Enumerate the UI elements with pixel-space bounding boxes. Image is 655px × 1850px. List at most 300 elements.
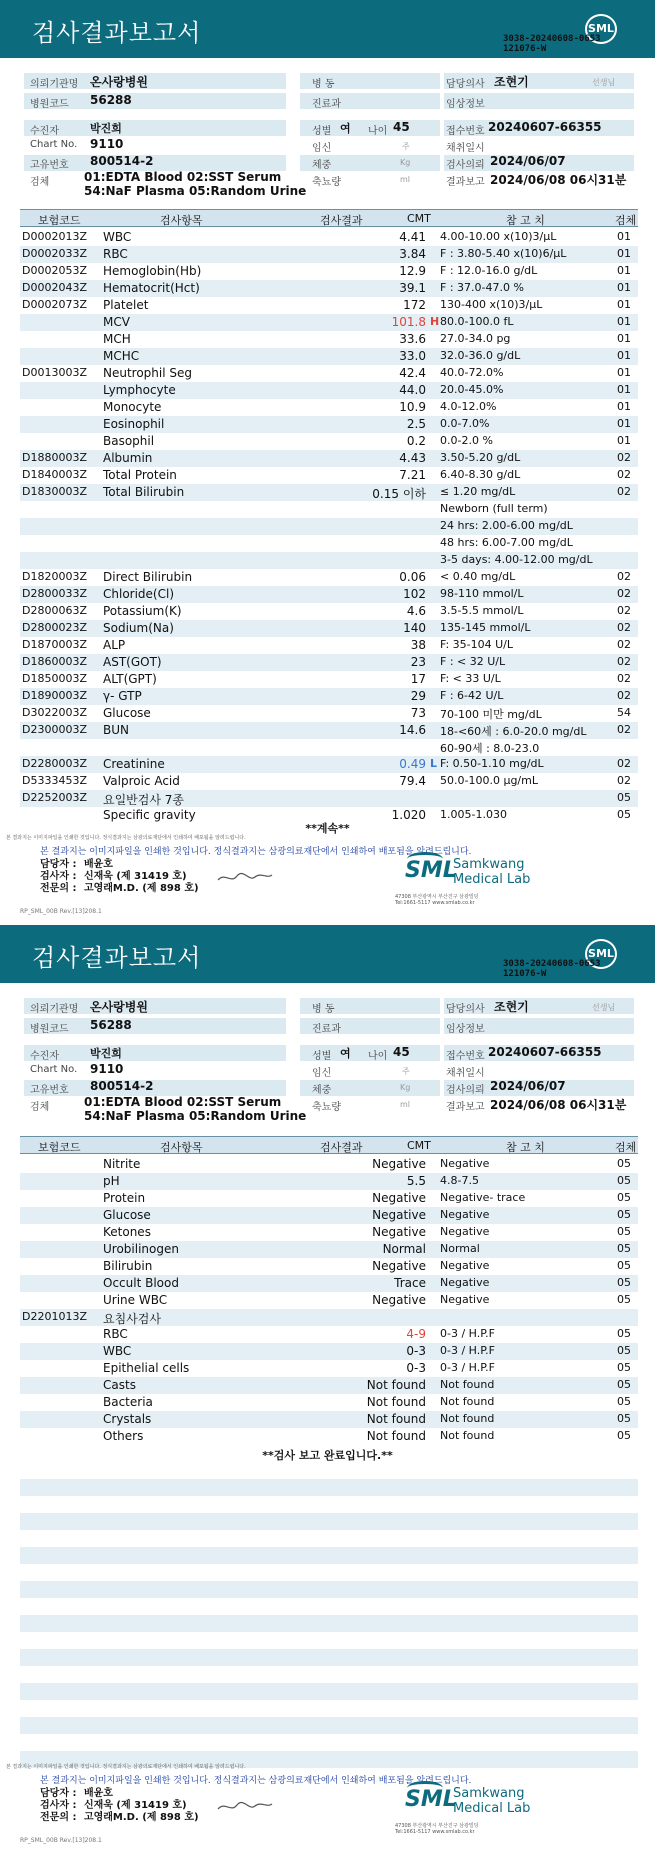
- row-tube: 02: [617, 672, 631, 685]
- table-row: [20, 1258, 638, 1275]
- row-name: RBC: [103, 247, 128, 261]
- row-tube: 01: [617, 349, 631, 362]
- row-tube: 01: [617, 366, 631, 379]
- row-tube: 02: [617, 757, 631, 770]
- tester-line: 검사자 : 신재욱 (제 31419 호): [40, 871, 187, 882]
- row-tube: 02: [617, 638, 631, 651]
- row-tube: 05: [617, 1259, 631, 1272]
- row-result: 5.5: [406, 1174, 426, 1188]
- form-code-2: RP_SML_00B Rev.[13]208.1: [20, 1837, 102, 1844]
- col-tube-header-2: 검체: [615, 1141, 637, 1154]
- row-tube: 05: [617, 1225, 631, 1238]
- row-ref: < 0.40 mg/dL: [440, 570, 516, 583]
- doctor-suffix: 선생님: [592, 78, 616, 87]
- row-ref: 130-400 x(10)3/μL: [440, 298, 543, 311]
- footer-notice-2: 본 결과지는 이미지파일을 인쇄한 것입니다. 정식결과지는 삼광의료재단에서 인쇄하여 배포됨을 알려드립니다.: [40, 1776, 472, 1786]
- staff-line: 담당자 : 배윤호: [40, 859, 113, 870]
- hospital-code-label: 병원코드: [30, 99, 69, 110]
- row-name: Lymphocyte: [103, 383, 176, 397]
- row-result: 0-3: [406, 1361, 426, 1375]
- row-ref: Negative: [440, 1259, 490, 1272]
- table-row: [20, 331, 638, 348]
- table-row: [20, 654, 638, 671]
- row-result: 2.5: [406, 417, 426, 431]
- row-name: 요침사검사: [103, 1312, 161, 1326]
- patient-value-2: 박진희: [90, 1047, 122, 1060]
- row-ref: 20.0-45.0%: [440, 383, 504, 396]
- row-tube: 02: [617, 689, 631, 702]
- row-ref: 40.0-72.0%: [440, 366, 504, 379]
- row-result: 140: [403, 621, 426, 635]
- table-row: [20, 501, 638, 518]
- table-row: [20, 280, 638, 297]
- row-result: Negative: [372, 1293, 426, 1307]
- age-label-2: 나이: [368, 1051, 388, 1062]
- col-ref-header: 참 고 치: [506, 214, 545, 227]
- table-row: [20, 382, 638, 399]
- dept-label: 진료과: [312, 99, 341, 110]
- row-ref: F : 12.0-16.0 g/dL: [440, 264, 538, 277]
- row-code: D2800063Z: [22, 604, 87, 617]
- report-barcode-text-2: 3038-20240608-0653 121076-W: [503, 959, 601, 979]
- row-ref: Not found: [440, 1395, 495, 1408]
- patient-value: 박진희: [90, 122, 122, 135]
- lab-address: 47308 부산광역시 부산진구 삼광빌딩: [395, 894, 479, 900]
- row-result: 1.020: [391, 808, 426, 822]
- row-ref: Not found: [440, 1412, 495, 1425]
- id-label: 고유번호: [30, 160, 69, 171]
- samkwang-logo-2: SML Samkwang Medical Lab: [405, 1781, 605, 1821]
- empty-row: [20, 1479, 638, 1496]
- sml-logo-icon-2: SML: [585, 939, 617, 969]
- row-ref: 24 hrs: 2.00-6.00 mg/dL: [440, 519, 573, 532]
- row-tube: 05: [617, 1361, 631, 1374]
- row-code: D3022003Z: [22, 706, 87, 719]
- row-code: D0002043Z: [22, 281, 87, 294]
- row-ref: 4.8-7.5: [440, 1174, 479, 1187]
- row-name: pH: [103, 1174, 120, 1188]
- doctor-label-2: 담당의사: [446, 1004, 485, 1015]
- empty-row: [20, 1513, 638, 1530]
- row-name: WBC: [103, 1344, 132, 1358]
- request-value-2: 2024/06/07: [490, 1079, 566, 1093]
- table-row: [20, 1292, 638, 1309]
- row-code: D1850003Z: [22, 672, 87, 685]
- row-tube: 54: [617, 706, 631, 719]
- row-name: BUN: [103, 723, 129, 737]
- row-ref: 4.0-12.0%: [440, 400, 497, 413]
- row-name: Platelet: [103, 298, 149, 312]
- row-tube: 01: [617, 298, 631, 311]
- row-tube: 01: [617, 417, 631, 430]
- row-result: 4-9: [406, 1327, 426, 1341]
- clinical-label: 임상정보: [446, 99, 485, 110]
- tester-line-2: 검사자 : 신재욱 (제 31419 호): [40, 1800, 187, 1811]
- row-name: Potassium(K): [103, 604, 182, 618]
- row-ref: 32.0-36.0 g/dL: [440, 349, 521, 362]
- table-row: [20, 1224, 638, 1241]
- row-code: D1840003Z: [22, 468, 87, 481]
- row-ref: ≤ 1.20 mg/dL: [440, 485, 516, 498]
- row-tube: 05: [617, 1293, 631, 1306]
- table-row: [20, 1377, 638, 1394]
- table-row: [20, 433, 638, 450]
- empty-row: [20, 1683, 638, 1700]
- table-row: [20, 314, 638, 331]
- row-result: Not found: [366, 1429, 426, 1443]
- row-name: Glucose: [103, 706, 151, 720]
- table-row: [20, 739, 638, 756]
- row-name: Hemoglobin(Hb): [103, 264, 202, 278]
- institution-label: 의뢰기관명: [30, 79, 79, 90]
- row-result: 14.6: [399, 723, 426, 737]
- lab-phone-2: Tel:1661-5117 www.smlab.co.kr: [395, 1829, 475, 1835]
- row-code: D2800033Z: [22, 587, 87, 600]
- age-value: 45: [393, 120, 410, 134]
- row-tube: 01: [617, 332, 631, 345]
- row-code: D2201013Z: [22, 1310, 87, 1323]
- table-row: [20, 1360, 638, 1377]
- row-result: Negative: [372, 1157, 426, 1171]
- sex-value-2: 여: [340, 1047, 351, 1060]
- col-code-header-2: 보험코드: [38, 1141, 81, 1154]
- col-result-header: 검사결과: [320, 214, 363, 227]
- row-result: Not found: [366, 1395, 426, 1409]
- sex-label: 성별: [312, 126, 332, 137]
- row-ref: 0-3 / H.P.F: [440, 1361, 495, 1374]
- table-row: [20, 246, 638, 263]
- row-tube: 01: [617, 315, 631, 328]
- row-name: Albumin: [103, 451, 153, 465]
- row-ref: Not found: [440, 1429, 495, 1442]
- row-tube: 05: [617, 1395, 631, 1408]
- continue-marker: **계속**: [305, 822, 350, 835]
- receipt-value: 20240607-66355: [488, 120, 602, 134]
- row-ref: Negative: [440, 1157, 490, 1170]
- row-name: Urobilinogen: [103, 1242, 179, 1256]
- row-tube: 01: [617, 434, 631, 447]
- row-name: Chloride(Cl): [103, 587, 175, 601]
- chart-label: Chart No.: [30, 139, 78, 150]
- row-tube: 05: [617, 1429, 631, 1442]
- row-code: D0002033Z: [22, 247, 87, 260]
- urine-unit: ml: [400, 175, 411, 184]
- chart-label-2: Chart No.: [30, 1064, 78, 1075]
- report-title: 검사결과보고서: [32, 19, 202, 47]
- id-value-2: 800514-2: [90, 1079, 154, 1093]
- results-table-header-2: [20, 1136, 638, 1154]
- receipt-label: 접수번호: [446, 126, 485, 137]
- specimen-line-2: 54:NaF Plasma 05:Random Urine: [84, 184, 307, 198]
- row-code: D1870003Z: [22, 638, 87, 651]
- row-tube: 05: [617, 1191, 631, 1204]
- footer-notice: 본 결과지는 이미지파일을 인쇄한 것입니다. 정식결과지는 삼광의료재단에서 인쇄하여 배포됨을 알려드립니다.: [40, 847, 472, 857]
- table-row: [20, 722, 638, 739]
- row-tube: 02: [617, 485, 631, 498]
- report-value: 2024/06/08 06시31분: [490, 173, 627, 187]
- form-code: RP_SML_00B Rev.[13]208.1: [20, 908, 102, 915]
- row-name: Bilirubin: [103, 1259, 153, 1273]
- table-row: [20, 790, 638, 807]
- row-name: Protein: [103, 1191, 146, 1205]
- row-result: 33.6: [399, 332, 426, 346]
- row-name: Others: [103, 1429, 144, 1443]
- table-row: [20, 297, 638, 314]
- row-tube: 05: [617, 808, 631, 821]
- row-tube: 02: [617, 774, 631, 787]
- patient-label-2: 수진자: [30, 1051, 59, 1062]
- row-result: 12.9: [399, 264, 426, 278]
- request-value: 2024/06/07: [490, 154, 566, 168]
- urine-unit-2: ml: [400, 1100, 411, 1109]
- table-row: [20, 1428, 638, 1445]
- empty-row: [20, 1615, 638, 1632]
- row-ref: F : 6-42 U/L: [440, 689, 504, 702]
- specialist-line: 전문의 : 고영래M.D. (제 898 호): [40, 883, 199, 894]
- row-code: D2300003Z: [22, 723, 87, 736]
- table-row: [20, 1343, 638, 1360]
- row-tube: 05: [617, 1378, 631, 1391]
- table-row: [20, 518, 638, 535]
- table-row: [20, 1156, 638, 1173]
- row-code: D1880003Z: [22, 451, 87, 464]
- row-ref: 0-3 / H.P.F: [440, 1344, 495, 1357]
- row-result: 42.4: [399, 366, 426, 380]
- row-code: D2280003Z: [22, 757, 87, 770]
- row-name: WBC: [103, 230, 132, 244]
- clinical-label-2: 임상정보: [446, 1024, 485, 1035]
- specialist-line-2: 전문의 : 고영래M.D. (제 898 호): [40, 1812, 199, 1823]
- row-ref: 50.0-100.0 μg/mL: [440, 774, 538, 787]
- row-ref: Negative: [440, 1293, 490, 1306]
- row-name: Total Bilirubin: [103, 485, 185, 499]
- ward-label-2: 병 동: [312, 1004, 335, 1015]
- specimen-line-2-2: 54:NaF Plasma 05:Random Urine: [84, 1109, 307, 1123]
- row-result: 73: [410, 706, 426, 720]
- row-tube: 05: [617, 791, 631, 804]
- request-label-2: 검사의뢰: [446, 1085, 485, 1096]
- empty-row: [20, 1581, 638, 1598]
- col-cmt-header-2: CMT: [407, 1139, 431, 1152]
- table-row: [20, 484, 638, 501]
- table-row: [20, 620, 638, 637]
- row-ref: 4.00-10.00 x(10)3/μL: [440, 230, 557, 243]
- row-tube: 01: [617, 383, 631, 396]
- row-ref: F : 3.80-5.40 x(10)6/μL: [440, 247, 567, 260]
- collect-label-2: 채취일시: [446, 1068, 485, 1079]
- pregnancy-label-2: 임신: [312, 1068, 332, 1079]
- row-ref: 27.0-34.0 pg: [440, 332, 511, 345]
- row-ref: F: < 33 U/L: [440, 672, 501, 685]
- row-ref: 98-110 mmol/L: [440, 587, 524, 600]
- row-result: 4.6: [406, 604, 426, 618]
- table-row: [20, 552, 638, 569]
- pregnancy-label: 임신: [312, 143, 332, 154]
- row-name: Sodium(Na): [103, 621, 174, 635]
- report-barcode-text: 3038-20240608-0653 121076-W: [503, 34, 601, 54]
- table-row: [20, 467, 638, 484]
- row-code: D0013003Z: [22, 366, 87, 379]
- row-tube: 05: [617, 1412, 631, 1425]
- empty-row: [20, 1547, 638, 1564]
- table-row: [20, 1411, 638, 1428]
- age-value-2: 45: [393, 1045, 410, 1059]
- report-value-2: 2024/06/08 06시31분: [490, 1098, 627, 1112]
- row-tube: 02: [617, 587, 631, 600]
- row-name: Specific gravity: [103, 808, 196, 822]
- row-ref: 48 hrs: 6.00-7.00 mg/dL: [440, 536, 573, 549]
- urine-label-2: 축뇨량: [312, 1102, 341, 1113]
- row-result: 172: [403, 298, 426, 312]
- row-tube: 02: [617, 570, 631, 583]
- institution-value: 온사랑병원: [90, 75, 148, 89]
- row-result: Negative: [372, 1191, 426, 1205]
- col-code-header: 보험코드: [38, 214, 81, 227]
- id-label-2: 고유번호: [30, 1085, 69, 1096]
- table-row: [20, 671, 638, 688]
- table-row: [20, 450, 638, 467]
- hospital-code-value: 56288: [90, 93, 132, 107]
- weight-label-2: 체중: [312, 1085, 332, 1096]
- row-name: Nitrite: [103, 1157, 141, 1171]
- lab-address-2: 47308 부산광역시 부산진구 삼광빌딩: [395, 1823, 479, 1829]
- row-result: 0.06: [399, 570, 426, 584]
- row-name: Bacteria: [103, 1395, 153, 1409]
- samkwang-logo: SML Samkwang Medical Lab: [405, 852, 605, 892]
- table-row: [20, 535, 638, 552]
- row-ref: Normal: [440, 1242, 480, 1255]
- row-result: 0.2: [406, 434, 426, 448]
- row-result: 79.4: [399, 774, 426, 788]
- row-tube: 01: [617, 247, 631, 260]
- col-result-header-2: 검사결과: [320, 1141, 363, 1154]
- row-result: 44.0: [399, 383, 426, 397]
- row-result: 7.21: [399, 468, 426, 482]
- row-code: D5333453Z: [22, 774, 87, 787]
- row-name: Creatinine: [103, 757, 165, 771]
- weight-unit: Kg: [400, 158, 411, 167]
- row-name: Ketones: [103, 1225, 151, 1239]
- footer-notice-small: 본 결과지는 이미지파일을 인쇄한 것입니다. 정식결과지는 삼광의료재단에서 인쇄하여 배포됨을 알려드립니다.: [6, 835, 246, 841]
- specimen-label-2: 검체: [30, 1102, 50, 1113]
- row-result: Trace: [394, 1276, 426, 1290]
- row-flag: H: [430, 315, 440, 328]
- row-name: MCHC: [103, 349, 140, 363]
- specimen-line-1-2: 01:EDTA Blood 02:SST Serum: [84, 1095, 282, 1109]
- ward-label: 병 동: [312, 79, 335, 90]
- pregnancy-unit: 주: [402, 142, 410, 151]
- report-label-2: 결과보고: [446, 1102, 485, 1113]
- patient-label: 수진자: [30, 126, 59, 137]
- table-row: [20, 773, 638, 790]
- row-result: Not found: [366, 1378, 426, 1392]
- row-code: D0002013Z: [22, 230, 87, 243]
- footer-notice-small-2: 본 결과지는 이미지파일을 인쇄한 것입니다. 정식결과지는 삼광의료재단에서 인쇄하여 배포됨을 알려드립니다.: [6, 1764, 246, 1770]
- row-result: Normal: [382, 1242, 426, 1256]
- row-code: D2252003Z: [22, 791, 87, 804]
- row-result: 23: [410, 655, 426, 669]
- row-name: Glucose: [103, 1208, 151, 1222]
- row-ref: 60-90세 : 8.0-23.0: [440, 742, 540, 755]
- row-ref: F : 37.0-47.0 %: [440, 281, 524, 294]
- table-row: [20, 603, 638, 620]
- row-name: MCH: [103, 332, 131, 346]
- lab-phone: Tel:1661-5117 www.smlab.co.kr: [395, 900, 475, 906]
- row-tube: 05: [617, 1276, 631, 1289]
- col-cmt-header: CMT: [407, 212, 431, 225]
- row-result: 38: [410, 638, 426, 652]
- table-row: [20, 756, 638, 773]
- row-tube: 01: [617, 264, 631, 277]
- row-name: Urine WBC: [103, 1293, 168, 1307]
- row-name: γ- GTP: [103, 689, 142, 703]
- row-ref: 70-100 미만 mg/dL: [440, 708, 542, 721]
- col-name-header: 검사항목: [160, 214, 203, 227]
- row-tube: 05: [617, 1242, 631, 1255]
- row-result: 39.1: [399, 281, 426, 295]
- row-ref: 0.0-7.0%: [440, 417, 490, 430]
- row-tube: 05: [617, 1157, 631, 1170]
- row-name: ALT(GPT): [103, 672, 157, 686]
- row-tube: 02: [617, 468, 631, 481]
- row-result: 102: [403, 587, 426, 601]
- results-table-header: [20, 209, 638, 227]
- table-row: [20, 569, 638, 586]
- doctor-value: 조현기: [494, 75, 529, 89]
- row-result: 4.43: [399, 451, 426, 465]
- table-row: [20, 586, 638, 603]
- row-ref: Negative: [440, 1208, 490, 1221]
- row-ref: 0.0-2.0 %: [440, 434, 493, 447]
- row-name: Hematocrit(Hct): [103, 281, 200, 295]
- hospital-code-label-2: 병원코드: [30, 1024, 69, 1035]
- row-ref: 80.0-100.0 fL: [440, 315, 514, 328]
- table-row: [20, 1190, 638, 1207]
- row-ref: Negative: [440, 1276, 490, 1289]
- row-flag: L: [430, 757, 438, 770]
- row-name: Eosinophil: [103, 417, 165, 431]
- table-row: [20, 705, 638, 722]
- table-row: [20, 348, 638, 365]
- row-ref: F: 35-104 U/L: [440, 638, 514, 651]
- row-ref: 3.50-5.20 g/dL: [440, 451, 521, 464]
- receipt-value-2: 20240607-66355: [488, 1045, 602, 1059]
- table-row: [20, 416, 638, 433]
- row-tube: 05: [617, 1174, 631, 1187]
- report-page-2: [0, 925, 655, 1850]
- row-code: D0002073Z: [22, 298, 87, 311]
- row-ref: 135-145 mmol/L: [440, 621, 531, 634]
- row-name: Valproic Acid: [103, 774, 180, 788]
- row-ref: Not found: [440, 1378, 495, 1391]
- row-tube: 02: [617, 621, 631, 634]
- row-result: Not found: [366, 1412, 426, 1426]
- table-row: [20, 1207, 638, 1224]
- institution-label-2: 의뢰기관명: [30, 1004, 79, 1015]
- specimen-line-1: 01:EDTA Blood 02:SST Serum: [84, 170, 282, 184]
- row-ref: 1.005-1.030: [440, 808, 507, 821]
- staff-line-2: 담당자 : 배윤호: [40, 1788, 113, 1799]
- pregnancy-unit-2: 주: [402, 1067, 410, 1076]
- id-value: 800514-2: [90, 154, 154, 168]
- row-ref: 18-<60세 : 6.0-20.0 mg/dL: [440, 725, 587, 738]
- sex-value: 여: [340, 122, 351, 135]
- row-ref: 6.40-8.30 g/dL: [440, 468, 521, 481]
- doctor-suffix-2: 선생님: [592, 1003, 616, 1012]
- row-result: 3.84: [399, 247, 426, 261]
- report-label: 결과보고: [446, 177, 485, 188]
- row-result: 29: [410, 689, 426, 703]
